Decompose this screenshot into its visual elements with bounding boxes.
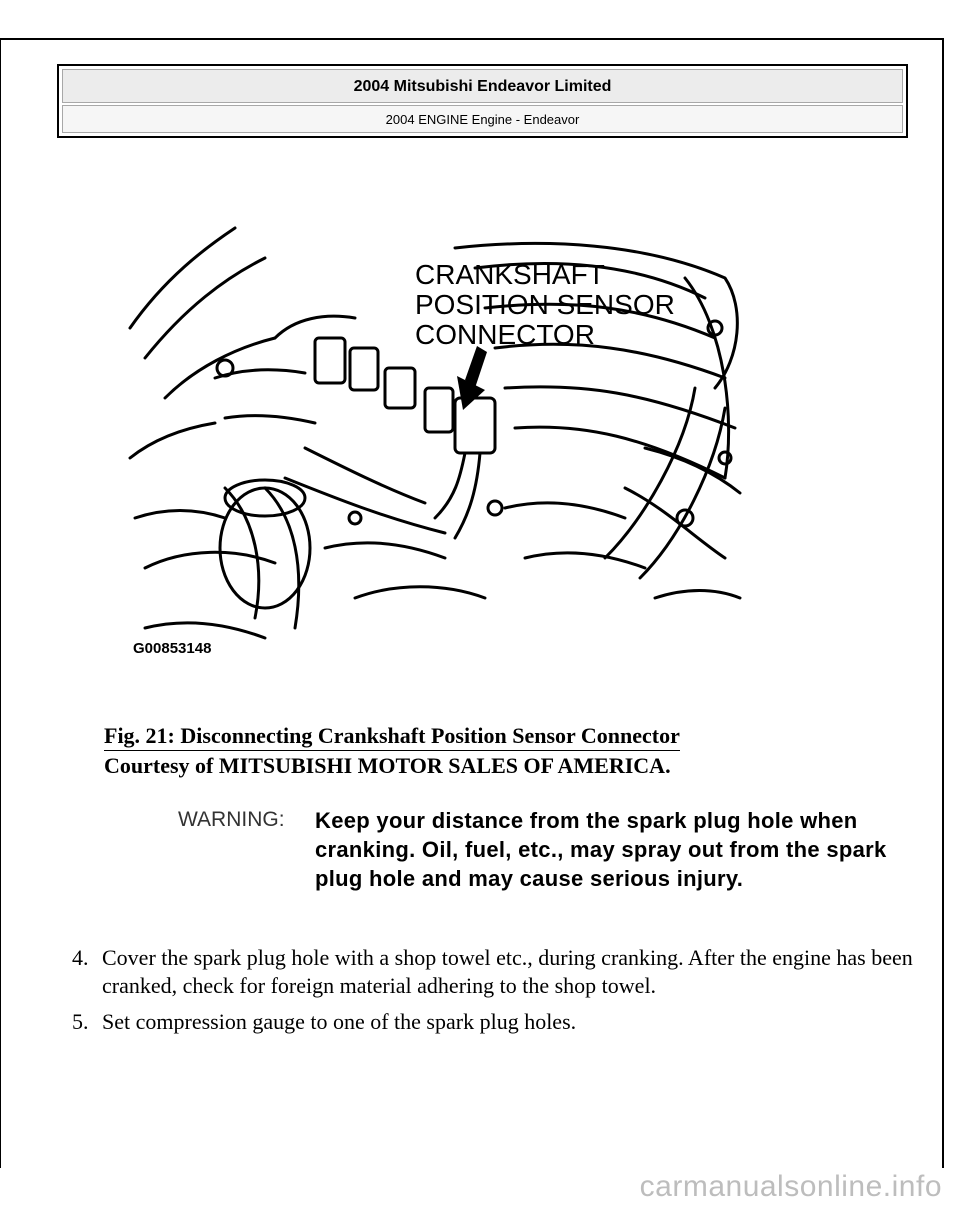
callout-line-3: CONNECTOR xyxy=(415,319,595,350)
document-subtitle: 2004 ENGINE Engine - Endeavor xyxy=(62,105,903,133)
procedure-steps xyxy=(72,944,922,1044)
figure-id: G00853148 xyxy=(133,640,212,657)
engine-illustration xyxy=(125,218,745,668)
figure-caption-courtesy: Courtesy of MITSUBISHI MOTOR SALES OF AMERICA. xyxy=(104,753,671,778)
figure-caption-title: Fig. 21: Disconnecting Crankshaft Position Sensor Connector xyxy=(104,722,680,751)
warning-text: Keep your distance from the spark plug hole when cranking. Oil, fuel, etc., may spray out from the spark plug hole and may cause serious injury. xyxy=(315,808,887,891)
document-header xyxy=(57,64,908,138)
site-watermark: carmanualsonline.info xyxy=(639,1170,942,1203)
step-number: 4. xyxy=(72,945,89,970)
procedure-step xyxy=(72,1008,922,1036)
callout-line-1: CRANKSHAFT xyxy=(415,259,605,290)
document-title: 2004 Mitsubishi Endeavor Limited xyxy=(62,69,903,103)
callout-line-2: POSITION SENSOR xyxy=(415,289,675,320)
procedure-step xyxy=(72,944,922,1000)
engine-line-drawing xyxy=(125,218,745,668)
step-text: Set compression gauge to one of the spark plug holes. xyxy=(102,1009,577,1034)
step-number: 5. xyxy=(72,1009,89,1034)
step-text: Cover the spark plug hole with a shop towel etc., during cranking. After the engine has been cranked, check for foreign material adhering to the shop towel. xyxy=(102,945,913,998)
warning-label: WARNING: xyxy=(178,808,285,831)
